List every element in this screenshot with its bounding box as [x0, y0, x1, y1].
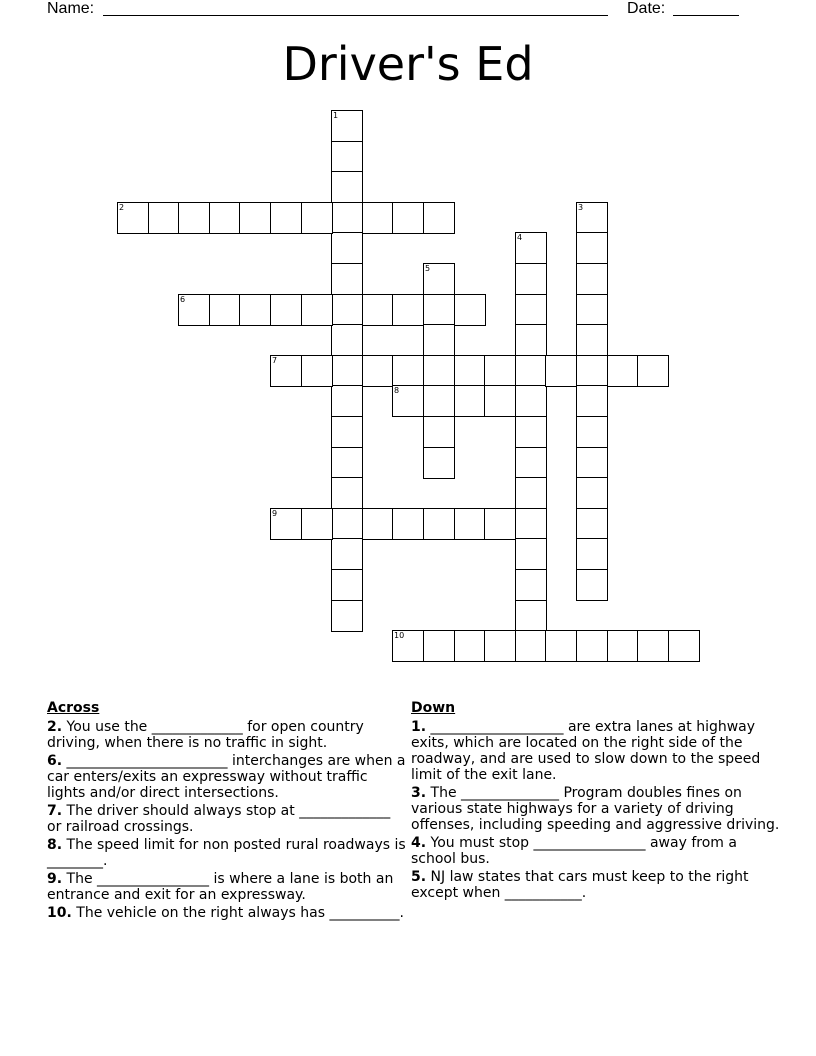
grid-cell[interactable]	[392, 202, 424, 234]
grid-cell[interactable]	[576, 569, 608, 601]
grid-cell[interactable]	[454, 355, 486, 387]
grid-cell[interactable]	[331, 385, 363, 417]
grid-cell[interactable]	[331, 447, 363, 479]
down-heading: Down	[411, 700, 456, 716]
across-clue	[47, 803, 407, 835]
grid-cell[interactable]	[423, 385, 455, 417]
grid-cell[interactable]	[454, 385, 486, 417]
clue-number: 2.	[47, 719, 63, 735]
cell-number: 8	[394, 386, 400, 395]
grid-cell[interactable]	[423, 355, 455, 387]
grid-cell[interactable]	[607, 355, 639, 387]
grid-cell[interactable]	[301, 202, 333, 234]
clue-text: The ________________ is where a lane is both an entrance and exit for an expressway.	[47, 871, 394, 903]
grid-cell[interactable]	[515, 232, 547, 264]
grid-cell[interactable]	[331, 232, 363, 264]
down-clues	[411, 700, 781, 903]
grid-cell[interactable]	[484, 355, 516, 387]
grid-cell[interactable]	[301, 508, 333, 540]
name-label: Name:	[47, 0, 95, 17]
grid-cell[interactable]	[454, 630, 486, 662]
grid-cell[interactable]	[423, 416, 455, 448]
down-clue	[411, 869, 781, 901]
grid-cell[interactable]	[515, 385, 547, 417]
grid-cell[interactable]	[484, 630, 516, 662]
grid-cell[interactable]	[270, 294, 302, 326]
grid-cell[interactable]	[331, 569, 363, 601]
across-clue-list	[47, 719, 407, 921]
grid-cell[interactable]	[331, 263, 363, 295]
clue-number: 5.	[411, 869, 427, 885]
across-clue	[47, 719, 407, 751]
clue-text: The vehicle on the right always has __________.	[71, 905, 404, 921]
grid-cell[interactable]	[423, 294, 455, 326]
grid-cell[interactable]	[331, 110, 363, 142]
grid-cell[interactable]	[515, 416, 547, 448]
grid-cell[interactable]	[576, 477, 608, 509]
grid-cell[interactable]	[515, 294, 547, 326]
grid-cell[interactable]	[515, 538, 547, 570]
grid-cell[interactable]	[331, 294, 363, 326]
grid-cell[interactable]	[454, 508, 486, 540]
grid-cell[interactable]	[484, 385, 516, 417]
grid-cell[interactable]	[209, 294, 241, 326]
grid-cell[interactable]	[515, 508, 547, 540]
clue-number: 8.	[47, 837, 63, 853]
clue-number: 10.	[47, 905, 72, 921]
down-clue	[411, 785, 781, 833]
grid-cell[interactable]	[576, 385, 608, 417]
grid-cell[interactable]	[362, 508, 394, 540]
across-clue	[47, 905, 407, 921]
grid-cell[interactable]	[270, 202, 302, 234]
grid-cell[interactable]	[484, 508, 516, 540]
grid-cell[interactable]	[270, 508, 302, 540]
cell-number: 10	[394, 631, 405, 640]
grid-cell[interactable]	[148, 202, 180, 234]
cell-number: 6	[180, 295, 186, 304]
clue-text: You use the _____________ for open country driving, when there is no traffic in sight.	[47, 719, 364, 751]
across-heading: Across	[47, 700, 100, 716]
clue-number: 3.	[411, 785, 427, 801]
grid-cell[interactable]	[178, 202, 210, 234]
grid-cell[interactable]	[362, 202, 394, 234]
grid-cell[interactable]	[423, 202, 455, 234]
grid-cell[interactable]	[637, 630, 669, 662]
grid-cell[interactable]	[576, 630, 608, 662]
grid-cell[interactable]	[515, 630, 547, 662]
clue-number: 4.	[411, 835, 427, 851]
grid-cell[interactable]	[301, 355, 333, 387]
cell-number: 5	[425, 264, 431, 273]
grid-cell[interactable]	[239, 202, 271, 234]
grid-cell[interactable]	[331, 416, 363, 448]
grid-cell[interactable]	[423, 630, 455, 662]
cell-number: 2	[119, 203, 125, 212]
clue-text: ___________________ are extra lanes at highway exits, which are located on the right side of the roadway, and are used to slow down to the speed limit of the exit lane.	[411, 719, 761, 783]
across-clue	[47, 753, 407, 801]
grid-cell[interactable]	[331, 600, 363, 632]
grid-cell[interactable]	[270, 355, 302, 387]
grid-cell[interactable]	[515, 569, 547, 601]
cell-number: 3	[578, 203, 584, 212]
grid-cell[interactable]	[392, 508, 424, 540]
grid-cell[interactable]	[576, 416, 608, 448]
grid-cell[interactable]	[423, 324, 455, 356]
grid-cell[interactable]	[331, 171, 363, 203]
grid-cell[interactable]	[392, 355, 424, 387]
grid-cell[interactable]	[576, 538, 608, 570]
grid-cell[interactable]	[576, 447, 608, 479]
clue-text: The driver should always stop at _____________ or railroad crossings.	[47, 803, 391, 835]
grid-cell[interactable]	[637, 355, 669, 387]
grid-cell[interactable]	[331, 477, 363, 509]
grid-cell[interactable]	[423, 447, 455, 479]
grid-cell[interactable]	[576, 324, 608, 356]
grid-cell[interactable]	[515, 477, 547, 509]
grid-cell[interactable]	[331, 202, 363, 234]
across-clues	[47, 700, 407, 923]
grid-cell[interactable]	[515, 447, 547, 479]
grid-cell[interactable]	[331, 355, 363, 387]
clue-number: 1.	[411, 719, 427, 735]
grid-cell[interactable]	[423, 263, 455, 295]
grid-cell[interactable]	[515, 324, 547, 356]
clue-text: NJ law states that cars must keep to the right except when ___________.	[411, 869, 749, 901]
grid-cell[interactable]	[117, 202, 149, 234]
cell-number: 4	[517, 233, 523, 242]
grid-cell[interactable]	[576, 508, 608, 540]
grid-cell[interactable]	[576, 294, 608, 326]
grid-cell[interactable]	[331, 324, 363, 356]
clue-text: You must stop ________________ away from a school bus.	[411, 835, 737, 867]
date-label: Date:	[627, 0, 666, 17]
grid-cell[interactable]	[362, 355, 394, 387]
down-clue	[411, 835, 781, 867]
clue-text: The ______________ Program doubles fines on various state highways for a variety of driving offenses, including speeding and aggressive driving.	[411, 785, 780, 833]
grid-cell[interactable]	[515, 263, 547, 295]
puzzle-title: Driver's Ed	[282, 37, 534, 91]
grid-cell[interactable]	[423, 508, 455, 540]
grid-cell[interactable]	[545, 630, 577, 662]
clue-text: The speed limit for non posted rural roadways is ________.	[47, 837, 406, 869]
grid-cell[interactable]	[607, 630, 639, 662]
grid-cell[interactable]	[301, 294, 333, 326]
grid-cell[interactable]	[576, 263, 608, 295]
grid-cell[interactable]	[331, 538, 363, 570]
grid-cell[interactable]	[576, 202, 608, 234]
clue-number: 6.	[47, 753, 63, 769]
grid-cell[interactable]	[239, 294, 271, 326]
cell-number: 1	[333, 111, 339, 120]
grid-cell[interactable]	[362, 294, 394, 326]
down-clue-list	[411, 719, 781, 901]
grid-cell[interactable]	[576, 355, 608, 387]
grid-cell[interactable]	[545, 355, 577, 387]
down-clue	[411, 719, 781, 783]
across-clue	[47, 837, 407, 869]
grid-cell[interactable]	[331, 508, 363, 540]
grid-cell[interactable]	[392, 385, 424, 417]
grid-cell[interactable]	[331, 141, 363, 173]
clue-text: _______________________ interchanges are when a car enters/exits an expressway without traffic lights and/or direct intersections.	[47, 753, 406, 801]
grid-cell[interactable]	[178, 294, 210, 326]
grid-cell[interactable]	[515, 600, 547, 632]
grid-cell[interactable]	[576, 232, 608, 264]
grid-cell[interactable]	[392, 630, 424, 662]
grid-cell[interactable]	[515, 355, 547, 387]
clue-number: 7.	[47, 803, 63, 819]
grid-cell[interactable]	[392, 294, 424, 326]
grid-cell[interactable]	[668, 630, 700, 662]
clue-number: 9.	[47, 871, 63, 887]
grid-cell[interactable]	[454, 294, 486, 326]
grid-cell[interactable]	[209, 202, 241, 234]
cell-number: 7	[272, 356, 278, 365]
cell-number: 9	[272, 509, 278, 518]
across-clue	[47, 871, 407, 903]
